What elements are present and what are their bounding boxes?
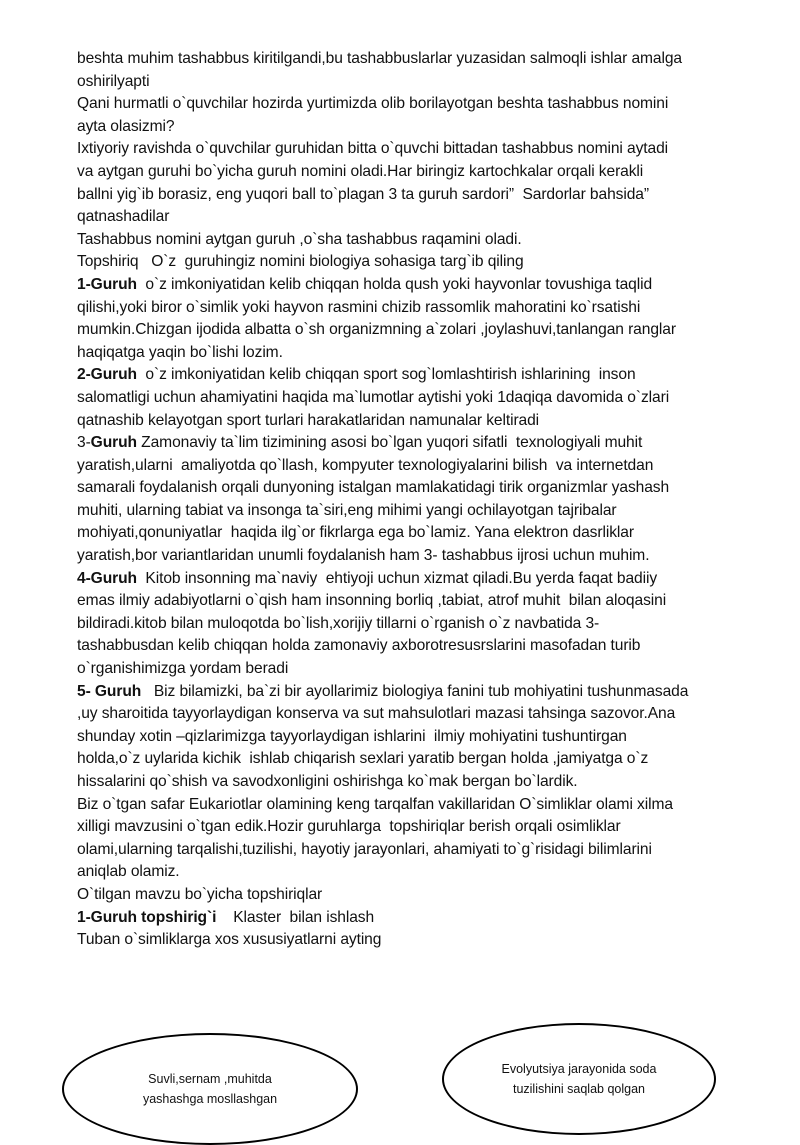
text-line (77, 522, 777, 545)
line-text: Klaster bilan ishlash (216, 908, 375, 926)
text-line (77, 93, 777, 116)
text-line (77, 907, 777, 930)
line-text: salomatligi uchun ahamiyatini haqida ma`lumotlar aytishi yoki 1daqiqa davomida o`zlari (77, 388, 670, 406)
text-line (77, 297, 777, 320)
line-text: Zamonaviy ta`lim tizimining asosi bo`lgan yuqori sifatli texnologiyali muhit (136, 434, 643, 452)
line-text: va aytgan guruhi bo`yicha guruh nomini oladi.Har biringiz kartochkalar orqali kerakli (77, 162, 644, 180)
line-text: mumkin.Chizgan ijodida albatta o`sh organizmning a`zolari ,joylashuvi,tanlangan ranglar (77, 321, 676, 339)
text-line (77, 545, 777, 568)
text-line (77, 568, 777, 591)
cluster-oval-right (442, 1023, 716, 1135)
line-text: haqiqatga yaqin bo`lishi lozim. (77, 343, 283, 361)
oval-text-line: yashashga mosllashgan (142, 1092, 278, 1106)
text-line (77, 681, 777, 704)
line-text: hissalarini qo`shish va savodxonligini oshirishga ko`mak bergan bo`lardik. (77, 773, 578, 790)
text-line (77, 116, 777, 139)
text-line (77, 387, 777, 410)
line-text: ayta olasizmi? (77, 117, 175, 135)
text-line (77, 184, 777, 207)
line-text: qilishi,yoki biror o`simlik yoki hayvon rasmini chizib rassomlik mahoratini ko`rsatishi (77, 298, 641, 316)
line-text: aniqlab olamiz. (77, 863, 180, 881)
oval-text-line: tuzilishini saqlab qolgan (512, 1082, 645, 1096)
text-line (77, 929, 777, 952)
text-line (77, 364, 777, 387)
line-text: samarali foydalanish orqali dunyoning istalgan mamlakatidagi tirik organizmlar yashash (77, 479, 670, 497)
bold-label: 5- Guruh (77, 682, 142, 700)
text-line (77, 816, 777, 839)
line-text: tashabbusdan kelib chiqqan holda zamonaviy axborotresusrslarini masofadan turib (77, 637, 641, 655)
text-line (77, 48, 777, 71)
text-line (77, 71, 777, 94)
line-text: shunday xotin –qizlarimizga tayyorlaydigan ishlarini ilmiy mohiyatini tushuntirgan (77, 727, 627, 745)
line-text: Kitob insonning ma`naviy ehtiyoji uchun xizmat qiladi.Bu yerda faqat badiiy (136, 569, 658, 587)
line-text: holda,o`z uylarida kichik ishlab chiqarish sexlari yaratib bergan holda ,jamiyatga o`z (77, 750, 649, 768)
line-text: bildiradi.kitob bilan muloqotda bo`lish,xorijiy tillarni o`rganish o`z navbatida 3- (77, 614, 600, 632)
text-line (77, 342, 777, 365)
text-line (77, 726, 777, 749)
bold-label: 2-Guruh (77, 366, 137, 384)
document-body (77, 48, 777, 952)
line-text: oshirilyapti (77, 72, 150, 90)
bold-label: 1-Guruh topshirig`i (77, 908, 217, 926)
oval-text-line: Evolyutsiya jarayonida soda (501, 1062, 657, 1076)
text-line (77, 432, 777, 455)
text-line (77, 703, 777, 726)
line-text: muhiti, ularning tabiat va insonga ta`siri,eng mihimi yangi ochilayotgan tajribalar (77, 501, 617, 519)
text-line (77, 748, 777, 771)
text-line (77, 771, 777, 794)
line-text: ,uy sharoitida tayyorlaydigan konserva va sut mahsulotlari mazasi tahsinga sazovor.Ana (77, 705, 676, 723)
line-text: mohiyati,qonuniyatlar haqida ilg`or fikrlarga ega bo`lamiz. Yana elektron dasrliklar (77, 524, 634, 542)
line-text: Ixtiyoriy ravishda o`quvchilar guruhidan bitta o`quvchi bittadan tashabbus nomini aytadi (77, 140, 669, 158)
line-text: ballni yig`ib borasiz, eng yuqori ball to`plagan 3 ta guruh sardori” Sardorlar bahsida” (77, 185, 649, 203)
text-line (77, 794, 777, 817)
text-line (77, 477, 777, 500)
text-line (77, 319, 777, 342)
text-line (77, 658, 777, 681)
line-text: Biz bilamizki, ba`zi bir ayollarimiz biologiya fanini tub mohiyatini tushunmasada (141, 682, 689, 700)
text-line (77, 455, 777, 478)
line-text: qatnashib kelayotgan sport turlari harakatlaridan namunalar keltiradi (77, 411, 540, 429)
text-line (77, 410, 777, 433)
line-text: olami,ularning tarqalishi,tuzilishi, hayotiy jarayonlari, ahamiyati to`g`risidagi bilimlarini (77, 840, 652, 858)
text-line (77, 500, 777, 523)
text-line (77, 161, 777, 184)
cluster-oval-left (62, 1033, 358, 1145)
text-line (77, 635, 777, 658)
text-line (77, 229, 777, 252)
text-line (77, 138, 777, 161)
line-text: yaratish,ularni amaliyotda qo`llash, kompyuter texnologiyalarini bilish va internetdan (77, 456, 654, 474)
text-line (77, 251, 777, 274)
line-text: qatnashadilar (77, 208, 170, 226)
text-line (77, 590, 777, 613)
line-text: beshta muhim tashabbus kiritilgandi,bu tashabbuslarlar yuzasidan salmoqli ishlar amalga (77, 50, 682, 67)
bold-label: 4-Guruh (77, 569, 137, 587)
line-text: Qani hurmatli o`quvchilar hozirda yurtimizda olib borilayotgan beshta tashabbus nomini (77, 95, 669, 113)
bold-label: 1-Guruh (77, 275, 137, 293)
bold-label: Guruh (90, 434, 137, 452)
oval-text-line: Suvli,sernam ,muhitda (148, 1072, 272, 1086)
line-prefix: 3- (77, 434, 91, 452)
line-text: xilligi mavzusini o`tgan edik.Hozir guruhlarga topshiriqlar berish orqali osimliklar (77, 818, 621, 836)
line-text: emas ilmiy adabiyotlarni o`qish ham insonning borliq ,tabiat, atrof muhit bilan aloqasini (77, 592, 667, 610)
line-text: Topshiriq O`z guruhingiz nomini biologiya sohasiga targ`ib qiling (77, 253, 524, 271)
text-line (77, 884, 777, 907)
text-line (77, 274, 777, 297)
text-line (77, 861, 777, 884)
line-text: o`z imkoniyatidan kelib chiqqan sport sog`lomlashtirish ishlarining inson (136, 366, 636, 384)
line-text: o`rganishimizga yordam beradi (77, 660, 289, 678)
text-line (77, 613, 777, 636)
line-text: o`z imkoniyatidan kelib chiqqan holda qush yoki hayvonlar tovushiga taqlid (136, 275, 653, 293)
text-line (77, 206, 777, 229)
line-text: Biz o`tgan safar Eukariotlar olamining keng tarqalfan vakillaridan O`simliklar olami xilma (77, 795, 673, 813)
line-text: yaratish,bor variantlaridan unumli foydalanish ham 3- tashabbus ijrosi uchun muhim. (77, 547, 650, 565)
line-text: O`tilgan mavzu bo`yicha topshiriqlar (77, 885, 323, 903)
line-text: Tashabbus nomini aytgan guruh ,o`sha tashabbus raqamini oladi. (77, 230, 522, 248)
line-text: Tuban o`simliklarga xos xususiyatlarni ayting (77, 931, 382, 949)
text-line (77, 839, 777, 862)
